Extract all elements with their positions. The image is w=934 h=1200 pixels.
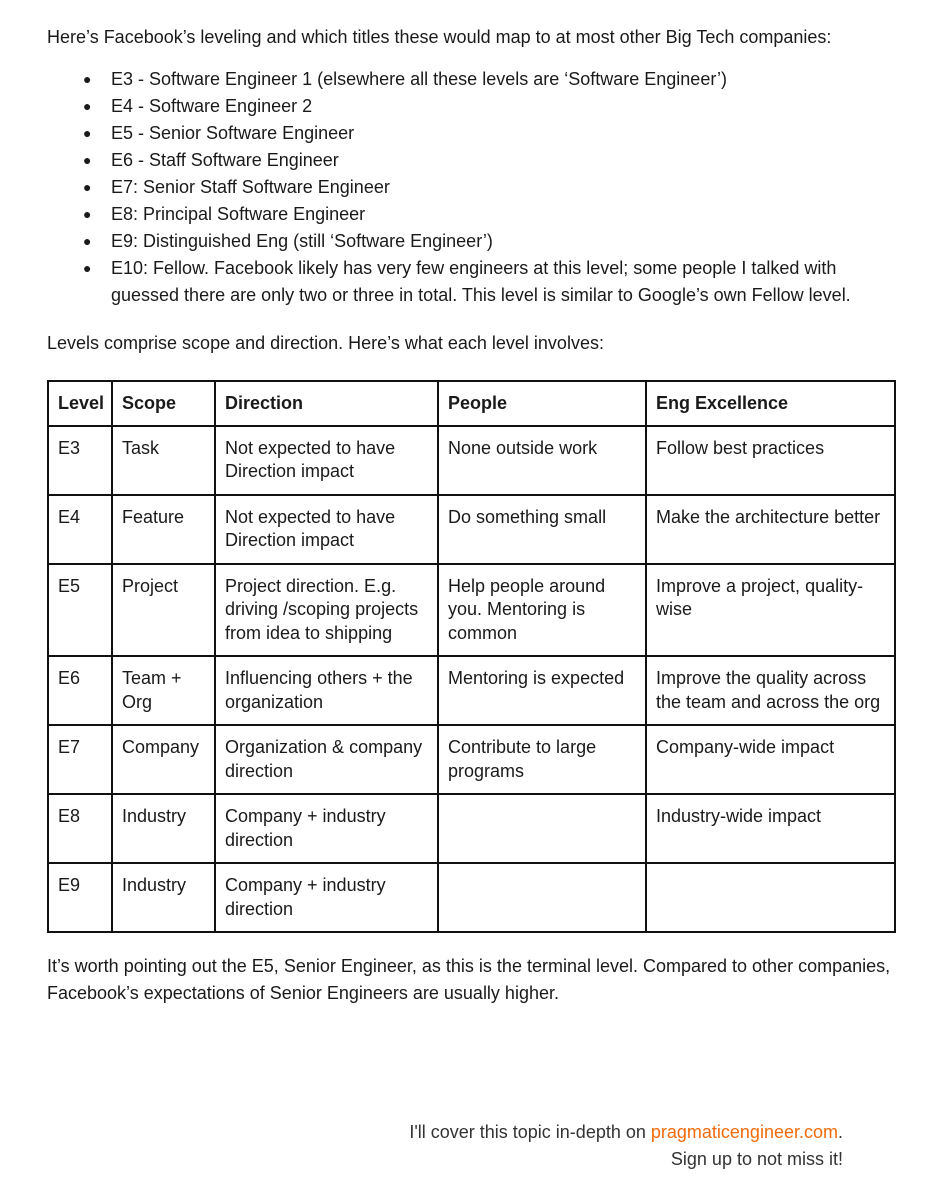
levels-list xyxy=(47,66,894,308)
cell-scope: Feature xyxy=(112,495,215,564)
intro-paragraph: Here’s Facebook’s leveling and which titles these would map to at most other Big Tech companies: xyxy=(47,27,832,47)
cell-direction: Company + industry direction xyxy=(215,863,438,932)
lead-paragraph: Levels comprise scope and direction. Here’s what each level involves: xyxy=(47,333,604,353)
cell-scope: Team + Org xyxy=(112,656,215,725)
cell-scope: Task xyxy=(112,426,215,495)
document-page xyxy=(47,24,894,1007)
cell-scope: Project xyxy=(112,564,215,657)
list-item: ● E6 - Staff Software Engineer xyxy=(111,147,894,174)
footer-suffix: . xyxy=(837,1122,843,1142)
list-item: ● E3 - Software Engineer 1 (elsewhere all these levels are ‘Software Engineer’) xyxy=(111,66,894,93)
cell-eng-excellence: Make the architecture better xyxy=(646,495,895,564)
table-row xyxy=(48,656,895,725)
cell-direction: Project direction. E.g. driving /scoping projects from idea to shipping xyxy=(215,564,438,657)
cell-people xyxy=(438,794,646,863)
cell-people: None outside work xyxy=(438,426,646,495)
pragmaticengineer-link[interactable]: pragmaticengineer.com xyxy=(650,1122,838,1142)
list-item: ● E9: Distinguished Eng (still ‘Software Engineer’) xyxy=(111,228,894,255)
cell-level: E9 xyxy=(48,863,112,932)
cell-people xyxy=(438,863,646,932)
table-row xyxy=(48,794,895,863)
header-level: Level xyxy=(48,381,112,426)
cell-eng-excellence xyxy=(646,863,895,932)
footer-note xyxy=(409,1119,843,1173)
footer-line-1 xyxy=(409,1119,843,1146)
cell-people: Contribute to large programs xyxy=(438,725,646,794)
cell-eng-excellence: Company-wide impact xyxy=(646,725,895,794)
cell-direction: Not expected to have Direction impact xyxy=(215,426,438,495)
cell-people: Help people around you. Mentoring is common xyxy=(438,564,646,657)
cell-eng-excellence: Follow best practices xyxy=(646,426,895,495)
footer-prefix: I'll cover this topic in-depth on xyxy=(409,1122,651,1142)
table-row xyxy=(48,495,895,564)
table-row xyxy=(48,564,895,657)
table-row xyxy=(48,725,895,794)
cell-level: E4 xyxy=(48,495,112,564)
table-row xyxy=(48,863,895,932)
cell-direction: Not expected to have Direction impact xyxy=(215,495,438,564)
list-item: ● E4 - Software Engineer 2 xyxy=(111,93,894,120)
cell-scope: Company xyxy=(112,725,215,794)
list-item: ● E8: Principal Software Engineer xyxy=(111,201,894,228)
table-header-row xyxy=(48,381,895,426)
cell-direction: Company + industry direction xyxy=(215,794,438,863)
footer-line-2: Sign up to not miss it! xyxy=(670,1149,843,1169)
list-item: ● E10: Fellow. Facebook likely has very few engineers at this level; some people I talked with guessed there are only two or three in total. This level is similar to Google’s own Fellow level. xyxy=(111,255,894,308)
list-item: ● E5 - Senior Software Engineer xyxy=(111,120,894,147)
cell-level: E7 xyxy=(48,725,112,794)
cell-eng-excellence: Improve a project, quality-wise xyxy=(646,564,895,657)
table-row xyxy=(48,426,895,495)
header-direction: Direction xyxy=(215,381,438,426)
outro-paragraph: It’s worth pointing out the E5, Senior Engineer, as this is the terminal level. Compared to other companies, Facebook’s expectations of Senior Engineers are usually higher. xyxy=(47,956,891,1003)
list-item: ● E7: Senior Staff Software Engineer xyxy=(111,174,894,201)
cell-direction: Influencing others + the organization xyxy=(215,656,438,725)
cell-eng-excellence: Improve the quality across the team and across the org xyxy=(646,656,895,725)
cell-direction: Organization & company direction xyxy=(215,725,438,794)
cell-scope: Industry xyxy=(112,794,215,863)
cell-level: E8 xyxy=(48,794,112,863)
cell-level: E6 xyxy=(48,656,112,725)
cell-people: Do something small xyxy=(438,495,646,564)
cell-level: E5 xyxy=(48,564,112,657)
cell-people: Mentoring is expected xyxy=(438,656,646,725)
cell-scope: Industry xyxy=(112,863,215,932)
levels-table xyxy=(47,380,896,933)
header-eng-excellence: Eng Excellence xyxy=(646,381,895,426)
cell-level: E3 xyxy=(48,426,112,495)
cell-eng-excellence: Industry-wide impact xyxy=(646,794,895,863)
header-people: People xyxy=(438,381,646,426)
header-scope: Scope xyxy=(112,381,215,426)
